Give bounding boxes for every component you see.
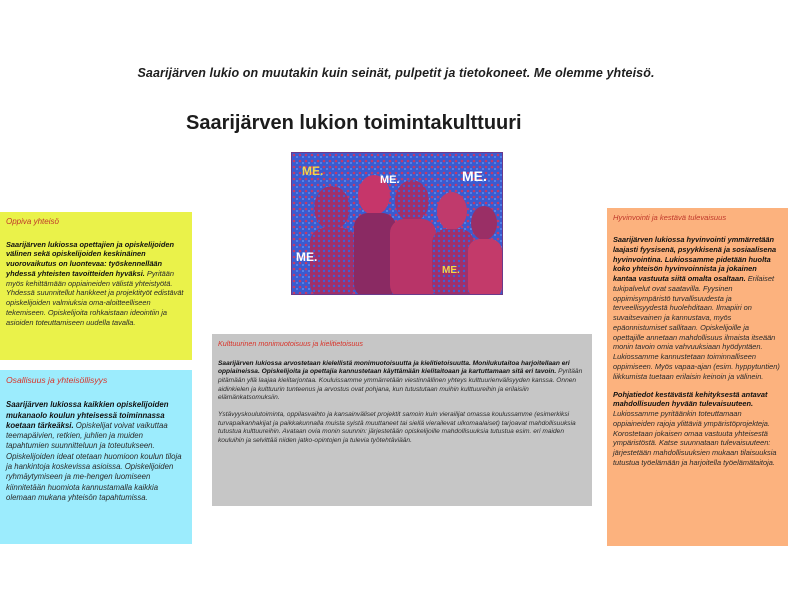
- card-heading: Hyvinvointi ja kestävä tulevaisuus: [613, 213, 727, 222]
- participation-card: [0, 370, 192, 544]
- photo-artwork: [292, 153, 502, 294]
- card-text: [6, 400, 186, 503]
- card-bold-text: Saarijärven lukiossa opettajien ja opiskelijoiden välinen sekä opiskelijoiden keskinäinen vuorovaikutus on luontevaa: työskennellään yhdessä yhteisten tavoitteiden hyväksi.: [6, 239, 174, 278]
- photo-overlay-text: ME.: [302, 164, 324, 178]
- group-photo-icon: [291, 152, 503, 295]
- photo-overlay-text: ME.: [442, 265, 460, 276]
- card-body-text: Opiskelijat voivat vaikuttaa teemapäivien, retkien, juhlien ja muiden tapahtumien suunnitteluun ja toteutukseen. Opiskelijoiden ideat otetaan huomioon koulun tiloja ja hankintoja koskevissa asioissa. Opiskelijoiden ryhmäytymiseen ja me-hengen luomiseen kiinnitetään huomiota kannustamalla kaikkia olemaan mukana yhteisön tapahtumissa.: [6, 420, 182, 502]
- card-heading: Oppiva yhteisö: [6, 217, 59, 226]
- wellbeing-card: [607, 208, 788, 546]
- card-body-text: Ystävyyskoulutoiminta, oppilasvaihto ja kansainväliset projektit samoin kuin vierailijat omassa koulussamme (esimerkiksi turvapaikanhakijat ja paikkakunnalla muista syistä muuttaneet tai siellä vierailevat ulkomaalaiset) tarjoavat mahdollisuuksia tutustua kulttuureihin. Avataan ovia monin suunnin: järjestetään opiskelijoille mahdollisuuksia tutustua esim. eri maiden kouluihin ja selvittää niiden jatko-opintojen ja tulevia työtehtäviään.: [218, 411, 576, 445]
- card-heading: Kulttuurinen monimuotoisuus ja kielitietoisuus: [218, 339, 364, 348]
- card-body-text: Lukiossamme pyritäänkin toteuttamaan oppiaineiden rajoja ylittäviä ympäristöprojekteja. Korostetaan jokaisen omaa vastuuta yhteisestä ympäristöstä. Katse suunnataan tulevaisuuteen: järjestetään mahdollisuuksien mukaan tilaisuuksia tutustua työelämään ja harjoitella työelämätaitoja.: [613, 409, 777, 467]
- cultural-diversity-card: [212, 334, 592, 506]
- card-body-text: Pyritään myös kehittämään oppiaineiden välistä yhteistyötä. Yhdessä suunnitellut hankkeet ja projektityöt edistävät opiskelijoiden valmiuksia oma-aloitteelliseen tekemiseen. Opiskelijoita rohkaistaan ideointiin ja asioiden toteuttamiseen uudella tavalla.: [6, 268, 184, 327]
- photo-overlay-text: ME.: [296, 250, 318, 264]
- card-heading: Osallisuus ja yhteisöllisyys: [6, 375, 108, 385]
- motto-heading: Saarijärven lukio on muutakin kuin seinät, pulpetit ja tietokoneet. Me olemme yhteisö.: [137, 66, 655, 80]
- photo-overlay-text: ME.: [380, 174, 400, 186]
- card-bold-text: Saarijärven lukiossa hyvinvointi ymmärretään laajasti fyysisenä, psyykkisenä ja sosiaalisena hyvinvointina. Lukiossamme pidetään huolta koko yhteisön hyvinvoinnista ja jokainen kantaa vastuuta siitä omalta osaltaan.: [613, 235, 777, 284]
- card-bold-text: Saarijärven lukiossa kaikkien opiskelijoiden mukanaolo koulun yhteisessä toiminnassa koetaan tärkeäksi.: [6, 400, 169, 430]
- card-bold-text: Pohjatiedot kestävästä kehityksestä antavat mahdollisuuden hyvään tulevaisuuteen.: [613, 389, 768, 409]
- photo-overlay-text: ME.: [462, 168, 487, 184]
- card-body-text: Pyritään pitämään yllä laajaa kielitarjontaa. Kouluissamme ymmärretään viestinnällinen yhteys kulttuurienvälisyyden kanssa. Onnen aidinkielen ja kulttuurin tunteenus ja arvostus ovat pohjana, kun tutustutaan muihin kulttuureihin ja erilaisiin elämänkatsomuksiin.: [218, 368, 583, 402]
- card-bold-text: Saarijärven lukiossa arvostetaan kielellistä monimuotoisuutta ja kielitietoisuutta. Monilukutaitoa harjoitellaan eri oppiaineissa. Opiskelijoita ja opettajia kannustetaan käyttämään kielitaitoaan ja kartuttamaan sitä eri tavoin.: [218, 359, 570, 376]
- card-text: [218, 360, 586, 404]
- page-title: Saarijärven lukion toimintakulttuuri: [186, 112, 522, 134]
- card-text: [218, 411, 586, 446]
- card-text: [613, 390, 782, 468]
- card-text: [6, 240, 186, 328]
- card-text: [613, 235, 782, 381]
- learning-community-card: [0, 212, 192, 360]
- card-body-text: Erilaiset tukipalvelut ovat saatavilla. Fyysinen oppimisympäristö turvallisuudesta ja terveellisyydestä huolehditaan. Ilmapiiri on suvaitsevainen ja kannustava, myös epäonnistumiset sallitaan. Opiskelijoille ja opettajille annetaan mahdollisuus ilmaista itseään monin tavoin omia vahvuuksiaan hyödyntäen. Lukiossamme kannustetaan toiminnalliseen oppimiseen. Myös vapaa-ajan (esim. hyppytuntien) liikkumista tuetaan erilaisin keinoin ja välinein.: [613, 274, 780, 381]
